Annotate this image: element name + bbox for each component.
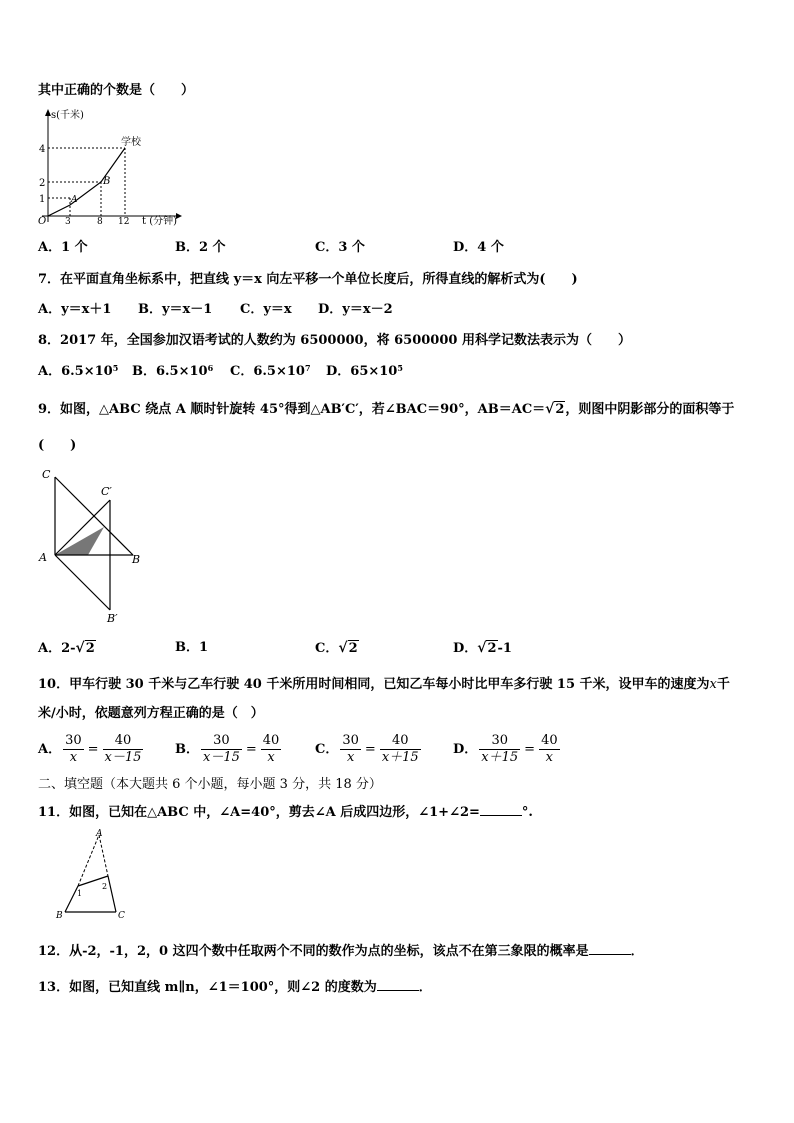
q9-label-b: B <box>132 553 141 566</box>
q7-option-a: A．y＝x＋1 <box>38 302 112 317</box>
q9-label-c-prime: C′ <box>101 485 112 498</box>
q9-option-c: C．√2 <box>315 640 358 656</box>
q8-option-a: A．$6.5\times 10^5$ <box>38 363 119 379</box>
q7-option-d: D．y＝x－2 <box>318 302 393 317</box>
q9-label-a: A <box>39 551 47 564</box>
graph-x-tick-3: 3 <box>65 217 71 226</box>
q9-sqrt: √2 <box>545 401 565 417</box>
section-title-fill-in: 二、填空题（本大题共 6 个小题，每小题 3 分，共 18 分） <box>38 777 382 792</box>
graph-x-axis-label: t (分钟) <box>142 216 177 226</box>
q6-option-d: D．4 个 <box>453 240 504 255</box>
q7-stem: 7．在平面直角坐标系中，把直线 y＝x 向左平移一个单位长度后，所得直线的解析式为( ) <box>38 272 578 287</box>
q11-label-c: C <box>118 911 125 920</box>
q10-option-d: D． $\frac{30}{x+15}$ = $\frac{40}{x}$ <box>453 733 558 765</box>
q7-option-c: C．y＝x <box>240 302 292 317</box>
q11-label-a: A <box>96 829 103 839</box>
q12-answer-blank[interactable] <box>589 942 631 955</box>
q9-rotation-figure <box>36 464 156 626</box>
graph-point-b: B <box>103 176 111 187</box>
graph-y-tick-1: 1 <box>39 194 46 205</box>
q11-label-b: B <box>56 911 63 920</box>
q11-stem: 11．如图，已知在△ABC 中，∠A=40°，剪去∠A 后成四边形，∠1+∠2= °. <box>38 805 533 820</box>
q7-option-b: B．y＝x－1 <box>138 302 213 317</box>
graph-y-tick-4: 4 <box>39 144 46 155</box>
q8-option-d: D．$65\times 10^5$ <box>326 363 403 379</box>
q9-label-b-prime: B′ <box>107 612 118 625</box>
q9-option-a: A．2-√2 <box>38 640 95 656</box>
q8-option-b: B．$6.5\times 10^6$ <box>132 363 214 379</box>
q9-label-c: C <box>42 468 51 481</box>
q9-stem: 9．如图，△ABC 绕点 A 顺时针旋转 45°得到△AB′C′，若∠BAC＝90°，AB＝AC＝√2，则图中阴影部分的面积等于 <box>38 401 735 417</box>
q6-option-c: C．3 个 <box>315 240 365 255</box>
q6-distance-time-graph <box>30 106 190 226</box>
q9-option-d: D．√2-1 <box>453 640 512 656</box>
q11-angle-1: 1 <box>77 889 83 898</box>
q13-answer-blank[interactable] <box>377 978 419 991</box>
q9-option-b: B．1 <box>175 640 209 655</box>
graph-x-tick-8: 8 <box>97 217 103 226</box>
q9-stem-line2: ( ) <box>38 438 77 453</box>
q11-answer-blank[interactable] <box>480 803 522 816</box>
q6-stem: 其中正确的个数是（ ） <box>38 83 195 98</box>
q11-angle-2: 2 <box>102 882 108 891</box>
q10-stem-line2: 米/小时，依题意列方程正确的是（ ） <box>38 706 264 721</box>
q11-triangle-figure <box>54 828 134 920</box>
q8-stem: 8．2017 年，全国参加汉语考试的人数约为 6500000，将 6500000 用科学记数法表示为（ ） <box>38 333 631 348</box>
q6-option-a: A．1 个 <box>38 240 88 255</box>
graph-school-label: 学校 <box>121 137 141 148</box>
q10-stem: 10．甲车行驶 30 千米与乙车行驶 40 千米所用时间相同，已知乙车每小时比甲车多行驶 15 千米，设甲车的速度为x千 <box>38 677 730 692</box>
q10-option-a: A． $\frac{30}{x}$ = $\frac{40}{x-15}$ <box>38 733 142 765</box>
q12-stem: 12．从-2，-1，2，0 这四个数中任取两个不同的数作为点的坐标，该点不在第三象限的概率是 ． <box>38 944 644 959</box>
q8-option-c: C．$6.5\times 10^7$ <box>230 363 311 379</box>
graph-point-a: A <box>71 195 78 205</box>
q13-stem: 13．如图，已知直线 m∥n，∠1＝100°，则∠2 的度数为 ． <box>38 980 432 995</box>
q6-option-b: B．2 个 <box>175 240 226 255</box>
graph-x-tick-12: 12 <box>118 217 130 226</box>
q10-option-c: C． $\frac{30}{x}$ = $\frac{40}{x+15}$ <box>315 733 419 765</box>
graph-y-axis-label: s(千米) <box>51 110 84 121</box>
q10-option-b: B． $\frac{30}{x-15}$ = $\frac{40}{x}$ <box>175 733 280 765</box>
graph-y-tick-2: 2 <box>39 178 46 189</box>
graph-origin-label: O <box>38 216 47 226</box>
